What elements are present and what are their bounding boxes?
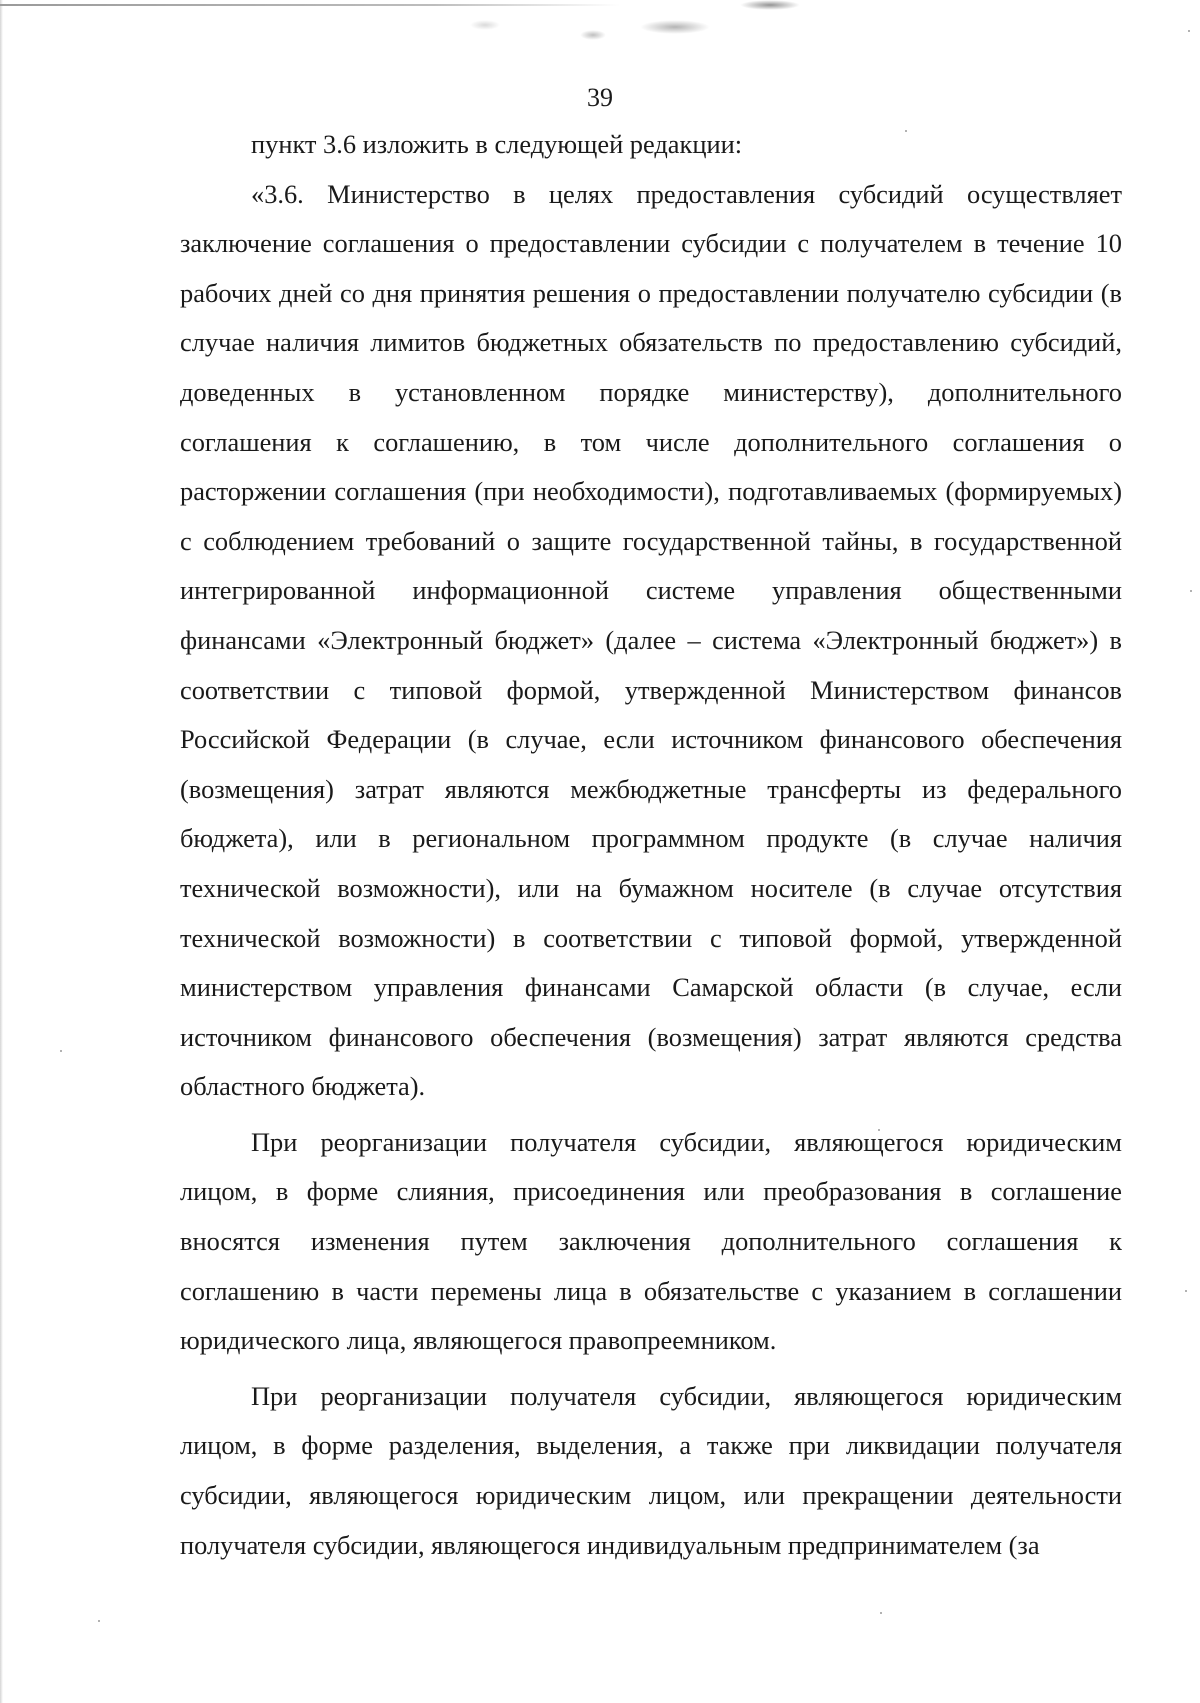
scan-speck: [880, 1612, 882, 1614]
scan-smudge: [740, 0, 800, 10]
scan-speck: [60, 1050, 62, 1052]
page-number: 39: [587, 83, 613, 112]
scan-edge: [0, 0, 3, 1703]
paragraph-reorganization-merger: При реорганизации получателя субсидии, являющегося юридическим лицом, в форме слияния, присоединения или преобразования в соглашение вносятся изменения путем заключения дополнительного соглашения к соглашению в части перемены лица в обязательстве с указанием в соглашении юридического лица, являющегося правопреемником.: [180, 1126, 1122, 1356]
scan-smudge: [580, 30, 606, 40]
scan-artifact-line: [0, 4, 620, 6]
scan-speck: [1188, 30, 1190, 32]
scan-smudge: [640, 20, 710, 34]
paragraph-reorganization-division: При реорганизации получателя субсидии, являющегося юридическим лицом, в форме разделения, выделения, а также при ликвидации получателя субсидии, являющегося юридическим лицом, или прекращении деятельности получателя субсидии, являющегося индивидуальным предпринимателем (за: [180, 1380, 1122, 1560]
scan-speck: [1190, 590, 1192, 592]
scan-smudge: [470, 20, 500, 30]
paragraph-clause-3-6: «3.6. Министерство в целях предоставления субсидий осуществляет заключение соглашения о предоставлении субсидии с получателем в течение 10 рабочих дней со дня принятия решения о предоставлении получателю субсидии (в случае наличия лимитов бюджетных обязательств по предоставлению субсидий, доведенных в установленном порядке министерству), дополнительного соглашения к соглашению, в том числе дополнительного соглашения о расторжении соглашения (при необходимости), подготавливаемых (формируемых) с соблюдением требований о защите государственной тайны, в государственной интегрированной информационной системе управления общественными финансами «Электронный бюджет» (далее – система «Электронный бюджет») в соответствии с типовой формой, утвержденной Министерством финансов Российской Федерации (в случае, если источником финансового обеспечения (возмещения) затрат являются межбюджетные трансферты из федерального бюджета), или в региональном программном продукте (в случае наличия технической возможности), или на бумажном носителе (в случае отсутствия технической возможности) в соответствии с типовой формой, утвержденной министерством управления финансами Самарской области (в случае, если источником финансового обеспечения (возмещения) затрат являются средства областного бюджета).: [180, 178, 1122, 1102]
document-body: [180, 120, 1122, 1570]
scan-speck: [1185, 1290, 1187, 1292]
scan-speck: [98, 1620, 100, 1622]
paragraph-amendment-intro: пункт 3.6 изложить в следующей редакции:: [251, 129, 743, 159]
